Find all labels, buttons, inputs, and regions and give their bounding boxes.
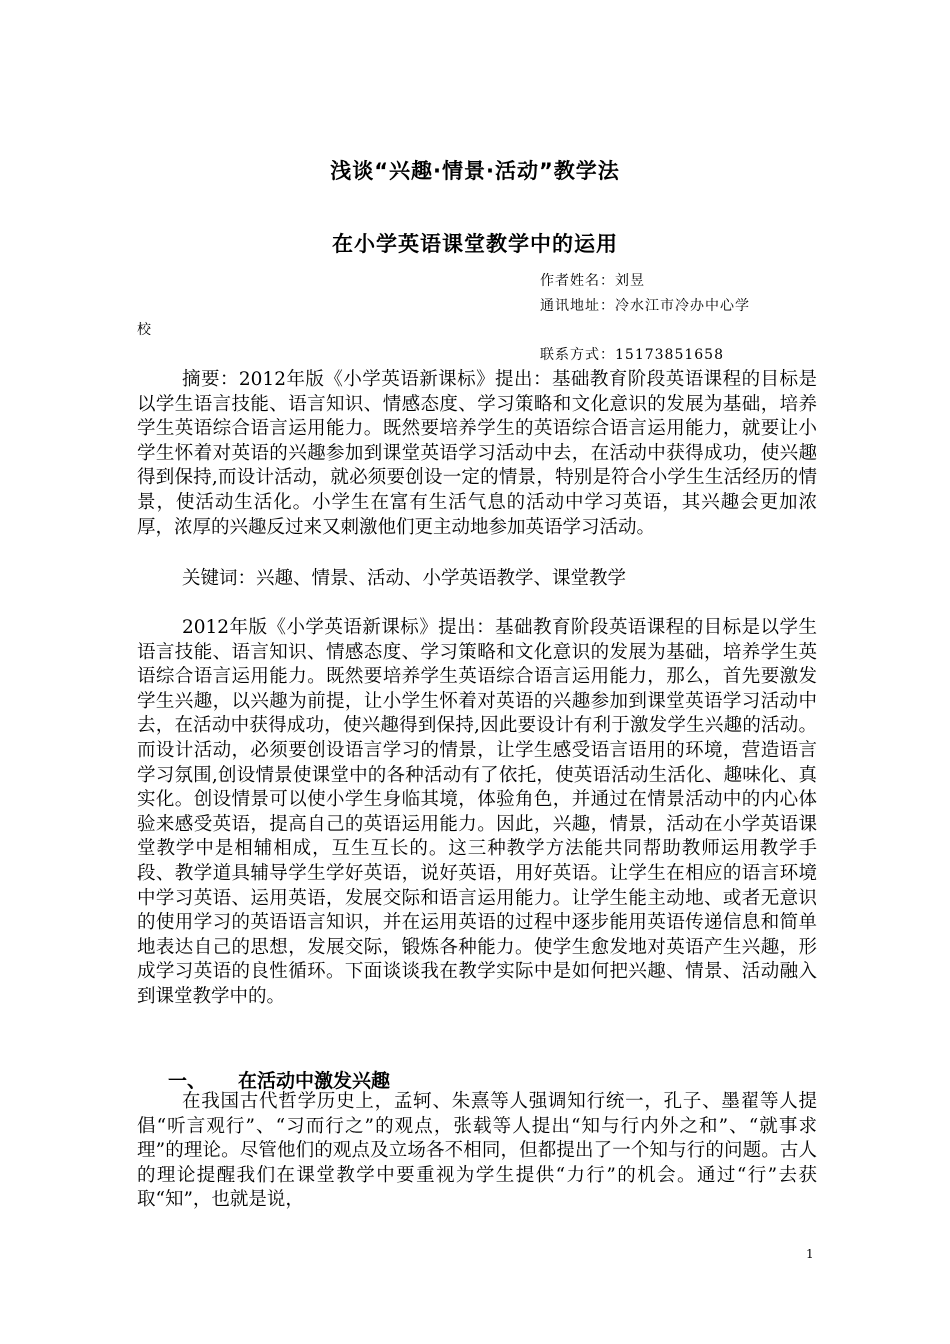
section-title: 在活动中激发兴趣 — [238, 1070, 391, 1092]
page-number: 1 — [806, 1247, 814, 1261]
author-address: 通讯地址：冷水江市冷办中心学 — [540, 298, 750, 314]
section-number: 一、 — [168, 1070, 207, 1092]
keywords: 关键词：兴趣、情景、活动、小学英语教学、课堂教学 — [182, 568, 627, 589]
author-contact: 联系方式：15173851658 — [540, 347, 724, 363]
title-line-2: 在小学英语课堂教学中的运用 — [332, 232, 618, 256]
section-paragraph: 在我国古代哲学历史上，孟轲、朱熹等人强调知行统一，孔子、墨翟等人提倡“听言观行”、“习而行之”的观点，张载等人提出“知与行内外之和”、“就事求理”的理论。尽管他们的观点及立场各不相同，但都提出了一个知与行的问题。古人的理论提醒我们在课堂教学中要重视为学生提供“力行”的机会。通过“行”去获取“知”，也就是说， — [137, 1091, 817, 1211]
abstract: 摘要：2012年版《小学英语新课标》提出：基础教育阶段英语课程的目标是以学生语言技能、语言知识、情感态度、学习策略和文化意识的发展为基础，培养学生英语综合语言运用能力。既然要培养学生的英语综合语言运用能力，就要让小学生怀着对英语的兴趣参加到课堂英语学习活动中去，在活动中获得成功，使兴趣得到保持,而设计活动，就必须要创设一定的情景，特别是符合小学生生活经历的情景，使活动生活化。小学生在富有生活气息的活动中学习英语，其兴趣会更加浓厚，浓厚的兴趣反过来又刺激他们更主动地参加英语学习活动。 — [137, 369, 817, 538]
title-line-1: 浅谈“兴趣·情景·活动”教学法 — [330, 159, 620, 183]
section-heading — [168, 1066, 390, 1093]
author-address-continued: 校 — [137, 322, 152, 338]
intro-paragraph: 2012年版《小学英语新课标》提出：基础教育阶段英语课程的目标是以学生语言技能、语言知识、情感态度、学习策略和文化意识的发展为基础，培养学生英语综合语言运用能力。既然要培养学生英语综合语言运用能力，那么，首先要激发学生兴趣，以兴趣为前提，让小学生怀着对英语的兴趣参加到课堂英语学习活动中去，在活动中获得成功，使兴趣得到保持,因此要设计有利于激发学生兴趣的活动。而设计活动，必须要创设语言学习的情景，让学生感受语言语用的环境，营造语言学习氛围,创设情景使课堂中的各种活动有了依托，使英语活动生活化、趣味化、真实化。创设情景可以使小学生身临其境，体验角色，并通过在情景活动中的内心体验来感受英语，提高自己的英语运用能力。因此，兴趣，情景，活动在小学英语课堂教学中是相辅相成，互生互长的。这三种教学方法能共同帮助教师运用教学手段、教学道具辅导学生学好英语，说好英语，用好英语。让学生在相应的语言环境中学习英语、运用英语，发展交际和语言运用能力。让学生能主动地、或者无意识的使用学习的英语语言知识，并在运用英语的过程中逐步能用英语传递信息和简单地表达自己的思想，发展交际，锻炼各种能力。使学生愈发地对英语产生兴趣，形成学习英语的良性循环。下面谈谈我在教学实际中是如何把兴趣、情景、活动融入到课堂教学中的。 — [137, 617, 817, 1007]
author-name: 作者姓名：刘昱 — [540, 273, 645, 289]
